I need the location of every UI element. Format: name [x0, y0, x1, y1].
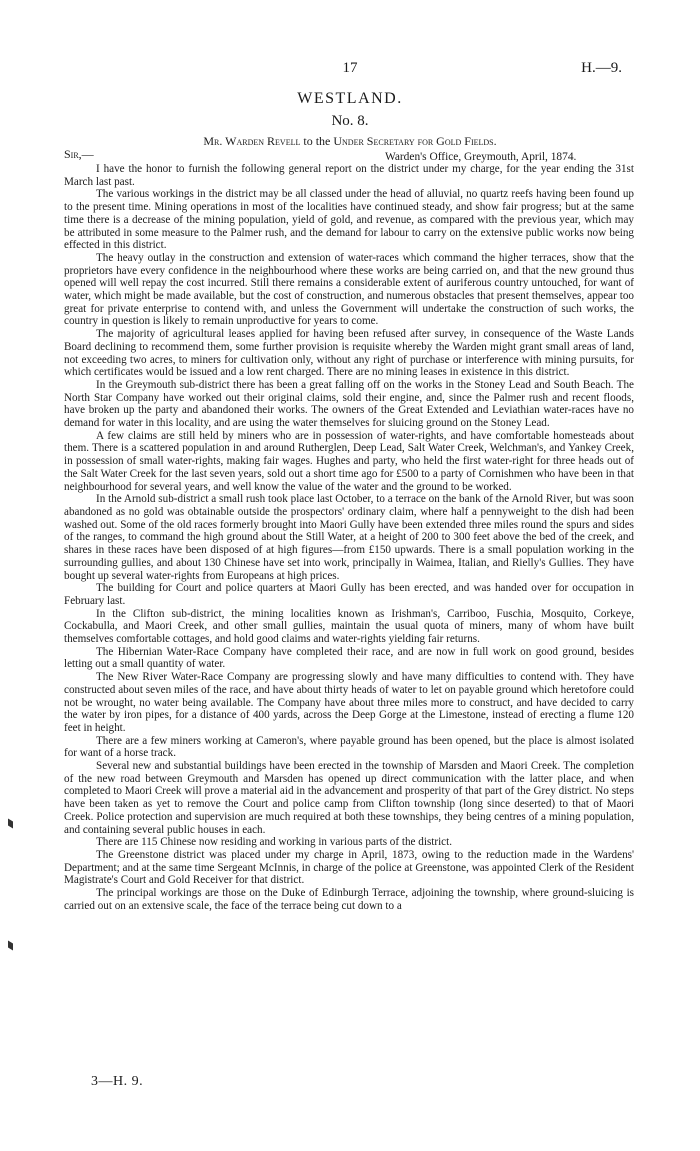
- paragraph: I have the honor to furnish the following general report on the district under my charge, for the year ending the 31st March last past.: [64, 163, 634, 188]
- paragraph: The building for Court and police quarters at Maori Gully has been erected, and was handed over for occupation in February last.: [64, 582, 634, 607]
- addressee-connector: to the: [303, 134, 331, 148]
- paragraph: In the Clifton sub-district, the mining localities known as Irishman's, Carriboo, Fuschia, Mosquito, Corkeye, Cockabulla, and Maori Creek, and other small gullies, maintain the usual quota of miners, many of whom have built themselves comfortable cottages, and hold good claims and water-rights yielding fair returns.: [64, 607, 634, 646]
- paragraph: The various workings in the district may be all classed under the head of alluvial, no quartz reefs having been found up to the present time. Mining operations in most of the localities have continued steady, and show fair progress; but at the same time there is a decrease of the mining population, yield of gold, and revenue, as compared with the previous year, which may be attributed in some measure to the Palmer rush, and the demand for labour to carry on the extensive public works now being effected in this district.: [64, 188, 634, 252]
- paragraph: The New River Water-Race Company are progressing slowly and have many difficulties to contend with. They have constructed about seven miles of the race, and have about thirty heads of water to let on payable ground which heretofore could not be wrought, no water being available. The Company have about three miles more to construct, and have decided to carry the water by iron pipes, for a distance of 400 yards, across the Deep Gorge at the Limestone, instead of erecting a flume 120 feet in height.: [64, 671, 634, 734]
- letter-origin: Warden's Office, Greymouth, April, 1874.: [385, 151, 577, 163]
- margin-mark: [8, 941, 13, 951]
- paragraph: The Greenstone district was placed under my charge in April, 1873, owing to the reduction made in the Wardens' Department; and at the same time Sergeant McInnis, in charge of the police at Greenstone, was appointed Clerk of the Resident Magistrate's Court and Gold Receiver for that district.: [64, 848, 634, 887]
- margin-mark: [8, 819, 13, 829]
- paragraph: There are 115 Chinese now residing and working in various parts of the district.: [96, 836, 452, 849]
- paragraph: There are a few miners working at Cameron's, where payable ground has been opened, but the place is almost isolated for want of a horse track.: [64, 734, 634, 760]
- salutation: Sir,—: [64, 147, 94, 161]
- paragraph: Several new and substantial buildings have been erected in the township of Marsden and Maori Creek. The completion of the new road between Greymouth and Marsden has opened up direct communication with the latter place, and when completed to Maori Creek will prove a material aid in the advancement and prosperity of that part of the Grey district. No steps have been taken as yet to remove the Court and police camp from Clifton township (long since deserted) to that of Maori Creek. Police protection and supervision are much required at both these townships, they being centres of a mining population, and containing several public houses in each.: [64, 760, 634, 836]
- paragraph: In the Arnold sub-district a small rush took place last October, to a terrace on the bank of the Arnold River, but was soon abandoned as no gold was obtainable outside the prospectors' ordinary claim, where half a pennyweight to the dish had been washed out. Some of the old races formerly brought into Maori Gully have been extended three miles round the spurs and sides of the ranges, to command the high ground about the Still Water, at a height of 200 to 300 feet above the bed of the creek, and shares in these races have been disposed of at high figures—from £150 upwards. There is a small population working in the surrounding gullies, and about 130 Chinese have set into work, principally in Waimea, Italian, and Rielly's Gullies. They have bought up several water-rights from Europeans at high prices.: [64, 493, 634, 582]
- report-number: No. 8.: [331, 113, 369, 129]
- recipient-name: Under Secretary for Gold Fields.: [333, 134, 497, 148]
- section-title: WESTLAND.: [297, 90, 403, 107]
- sender-name: Mr. Warden Revell: [203, 134, 301, 148]
- report-body: [64, 163, 634, 912]
- paragraph: In the Greymouth sub-district there has been a great falling off on the works in the Stoney Lead and South Beach. The North Star Company have worked out their original claims, sold their engine, and, since the Palmer rush and recent floods, have broken up the party and abandoned their works. The owners of the Great Extended and Leviathian water-races have no demand for water in this locality, and are using the water themselves for sluicing ground on the Stoney Lead.: [64, 378, 634, 430]
- paragraph: The principal workings are those on the Duke of Edinburgh Terrace, adjoining the township, where ground-sluicing is carried out on an extensive scale, the face of the terrace being cut down to a: [64, 887, 634, 912]
- paragraph: A few claims are still held by miners who are in possession of water-rights, and have comfortable homesteads about them. There is a scattered population in and around Rutherglen, Deep Lead, Salt Water Creek, Welchman's, and Yankey Creek, in possession of small water-rights, making fair wages. Hughes and party, who held the first water-right for three heads out of the Salt Water Creek for the last seven years, sold out a short time ago for £500 to a party of Cornishmen who have been in that neighbourhood for several years, and well know the value of the water and the ground to be worked.: [64, 429, 634, 493]
- page-number: 17: [342, 60, 358, 76]
- paragraph: The Hibernian Water-Race Company have completed their race, and are now in full work on good ground, besides letting out a small quantity of water.: [64, 645, 634, 671]
- addressee-line: [0, 134, 700, 149]
- paragraph: The majority of agricultural leases applied for having been refused after survey, in consequence of the Waste Lands Board declining to recommend them, some further provision is requisite whereby the Warden might grant small areas of land, not exceeding two acres, to miners for cultivation only, without any right of purchase or interference with mining pursuits, for which certificates would be issued and a low rent charged. There are no mining leases in existence in this district.: [64, 328, 634, 379]
- document-reference: H.—9.: [581, 60, 622, 76]
- footer-reference: 3—H. 9.: [91, 1074, 144, 1089]
- paragraph: The heavy outlay in the construction and extension of water-races which command the higher terraces, show that the proprietors have every confidence in the neighbourhood where these works are being carried on, and that the new ground thus opened will well repay the cost incurred. Still there remains a considerable extent of auriferous country untouched, for want of water, which might be made available, but the cost of construction, and numerous obstacles that present themselves, appear too great for private enterprise to contend with, and unless the Government will undertake the construction of such works, the country in question is likely to remain unproductive for years to come.: [64, 251, 634, 328]
